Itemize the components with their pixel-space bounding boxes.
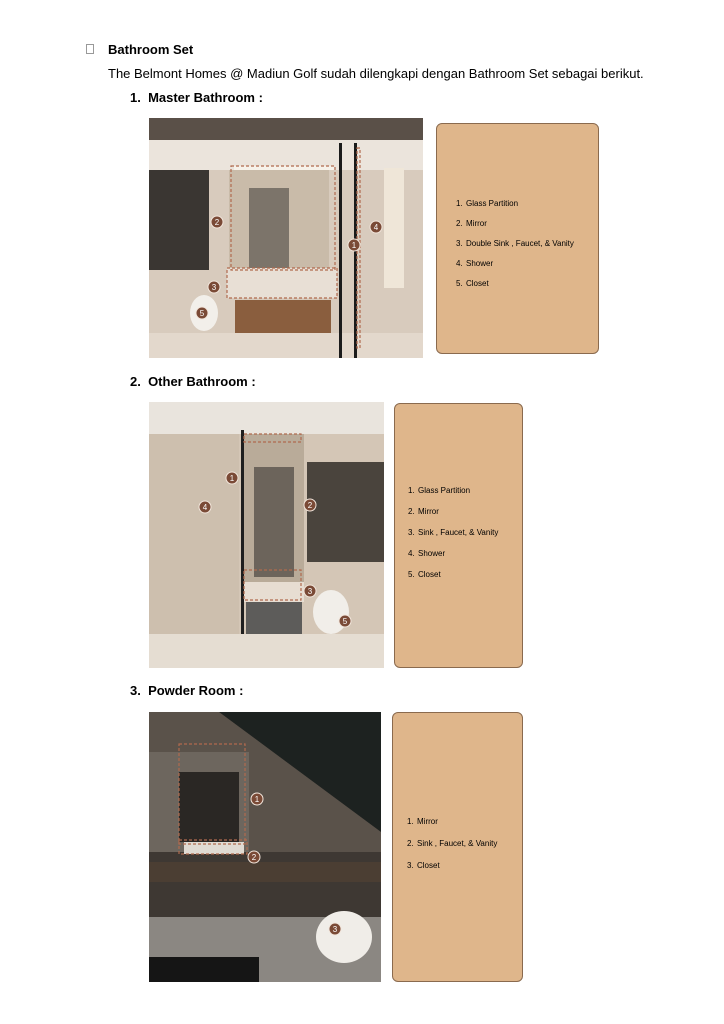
marker-2	[304, 499, 316, 511]
svg-text:4: 4	[202, 503, 208, 512]
svg-text:5: 5	[199, 309, 205, 318]
marker-1	[251, 793, 263, 805]
marker-4	[370, 221, 382, 233]
section-title-master-bathroom: 1. Master Bathroom :	[130, 90, 263, 105]
page-title: Bathroom Set	[108, 42, 194, 57]
legend-item: 2. Sink , Faucet, & Vanity	[407, 839, 498, 848]
svg-text:5: 5	[342, 617, 348, 626]
svg-text:1: 1	[254, 795, 260, 804]
svg-text:3: 3	[211, 283, 217, 292]
svg-text:4: 4	[373, 223, 379, 232]
legend-item: 4. Shower	[456, 259, 494, 268]
marker-1	[348, 239, 360, 251]
legend-item: 2. Mirror	[408, 507, 439, 516]
powder-room-legend	[392, 712, 523, 982]
svg-text:2: 2	[251, 853, 257, 862]
other-bathroom-legend	[394, 403, 523, 668]
other-bathroom-photo	[149, 402, 384, 668]
master-bathroom-legend	[436, 123, 599, 354]
svg-text:2: 2	[214, 218, 220, 227]
powder-room-photo	[149, 712, 381, 982]
legend-item: 5. Closet	[456, 279, 489, 288]
marker-2	[211, 216, 223, 228]
section-title-other-bathroom: 2. Other Bathroom :	[130, 374, 256, 389]
marker-3	[304, 585, 316, 597]
legend-item: 3. Double Sink , Faucet, & Vanity	[456, 239, 574, 248]
legend-item: 2. Mirror	[456, 219, 487, 228]
marker-5	[196, 307, 208, 319]
intro-text: The Belmont Homes @ Madiun Golf sudah dilengkapi dengan Bathroom Set sebagai berikut.	[108, 66, 644, 81]
svg-text:1: 1	[351, 241, 357, 250]
marker-2	[248, 851, 260, 863]
legend-item: 5. Closet	[408, 570, 441, 579]
legend-item: 1. Glass Partition	[408, 486, 471, 495]
marker-5	[339, 615, 351, 627]
marker-3	[208, 281, 220, 293]
svg-text:3: 3	[307, 587, 313, 596]
marker-1	[226, 472, 238, 484]
legend-item: 3. Sink , Faucet, & Vanity	[408, 528, 499, 537]
legend-item: 4. Shower	[408, 549, 446, 558]
master-bathroom-photo	[149, 118, 423, 358]
legend-item: 1. Glass Partition	[456, 199, 519, 208]
section-title-powder-room: 3. Powder Room :	[130, 683, 244, 698]
legend-item: 1. Mirror	[407, 817, 438, 826]
bullet-icon	[86, 44, 94, 54]
marker-4	[199, 501, 211, 513]
svg-text:3: 3	[332, 925, 338, 934]
svg-text:1: 1	[229, 474, 235, 483]
marker-3	[329, 923, 341, 935]
legend-item: 3. Closet	[407, 861, 440, 870]
svg-text:2: 2	[307, 501, 313, 510]
